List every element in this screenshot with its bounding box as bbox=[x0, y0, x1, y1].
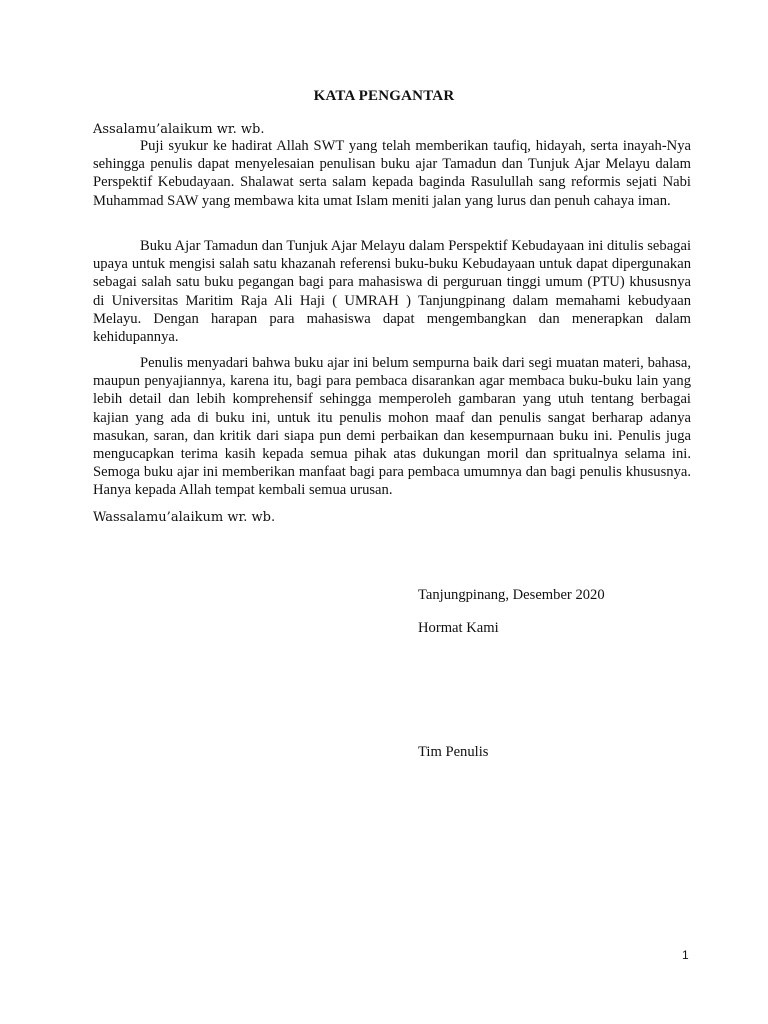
place-date: Tanjungpinang, Desember 2020 bbox=[418, 587, 605, 603]
paragraph-1-text: Puji syukur ke hadirat Allah SWT yang telah memberikan taufiq, hidayah, serta inayah-Nya sehingga penulis dapat menyelesaian penulisan buku ajar Tamadun dan Tunjuk Ajar Melayu dalam Perspektif Kebudayaan. Shalawat serta salam kepada baginda Rasulullah sang reformis sejati Nabi Muhammad SAW yang membawa kita umat Islam meniti jalan yang lurus dan penuh cahaya iman. bbox=[93, 138, 691, 209]
paragraph-1 bbox=[93, 137, 691, 210]
paragraph-3-text: Penulis menyadari bahwa buku ajar ini belum sempurna baik dari segi muatan materi, bahasa, maupun penyajiannya, karena itu, bagi para pembaca disarankan agar membaca buku-buku lain yang lebih detail dan lebih komprehensif sehingga memperoleh gambaran yang utuh tentang berbagai kajian yang ada di buku ini, untuk itu penulis mohon maaf dan penulis sangat berharap adanya masukan, saran, dan kritik dari siapa pun demi perbaikan dan kesempurnaan buku ini. Penulis juga mengucapkan terima kasih kepada semua pihak atas dukungan moril dan spritualnya selama ini. Semoga buku ajar ini memberikan manfaat bagi para pembaca umumnya dan bagi penulis khususnya. Hanya kepada Allah tempat kembali semua urusan. bbox=[93, 355, 691, 499]
paragraph-2 bbox=[93, 237, 691, 346]
farewell: Wassalamu’alaikum wr. wb. bbox=[93, 510, 276, 525]
page-title: KATA PENGANTAR bbox=[313, 88, 455, 104]
page-number: 1 bbox=[682, 948, 689, 962]
signature: Tim Penulis bbox=[418, 744, 489, 760]
regards: Hormat Kami bbox=[418, 620, 499, 636]
greeting: Assalamu’alaikum wr. wb. bbox=[93, 122, 265, 137]
paragraph-2-text: Buku Ajar Tamadun dan Tunjuk Ajar Melayu dalam Perspektif Kebudayaan ini ditulis sebagai upaya untuk mengisi salah satu khazanah referensi buku-buku Kebudayaan untuk dapat dipergunakan sebagai salah satu buku pegangan bagi para mahasiswa di perguruan tinggi umum (PTU) khususnya di Universitas Maritim Raja Ali Haji ( UMRAH ) Tanjungpinang dalam memahami kebudyaan Melayu. Dengan harapan para mahasiswa dapat mengembangkan dan menerapkan dalam kehidupannya. bbox=[93, 238, 691, 346]
paragraph-3 bbox=[93, 354, 691, 500]
